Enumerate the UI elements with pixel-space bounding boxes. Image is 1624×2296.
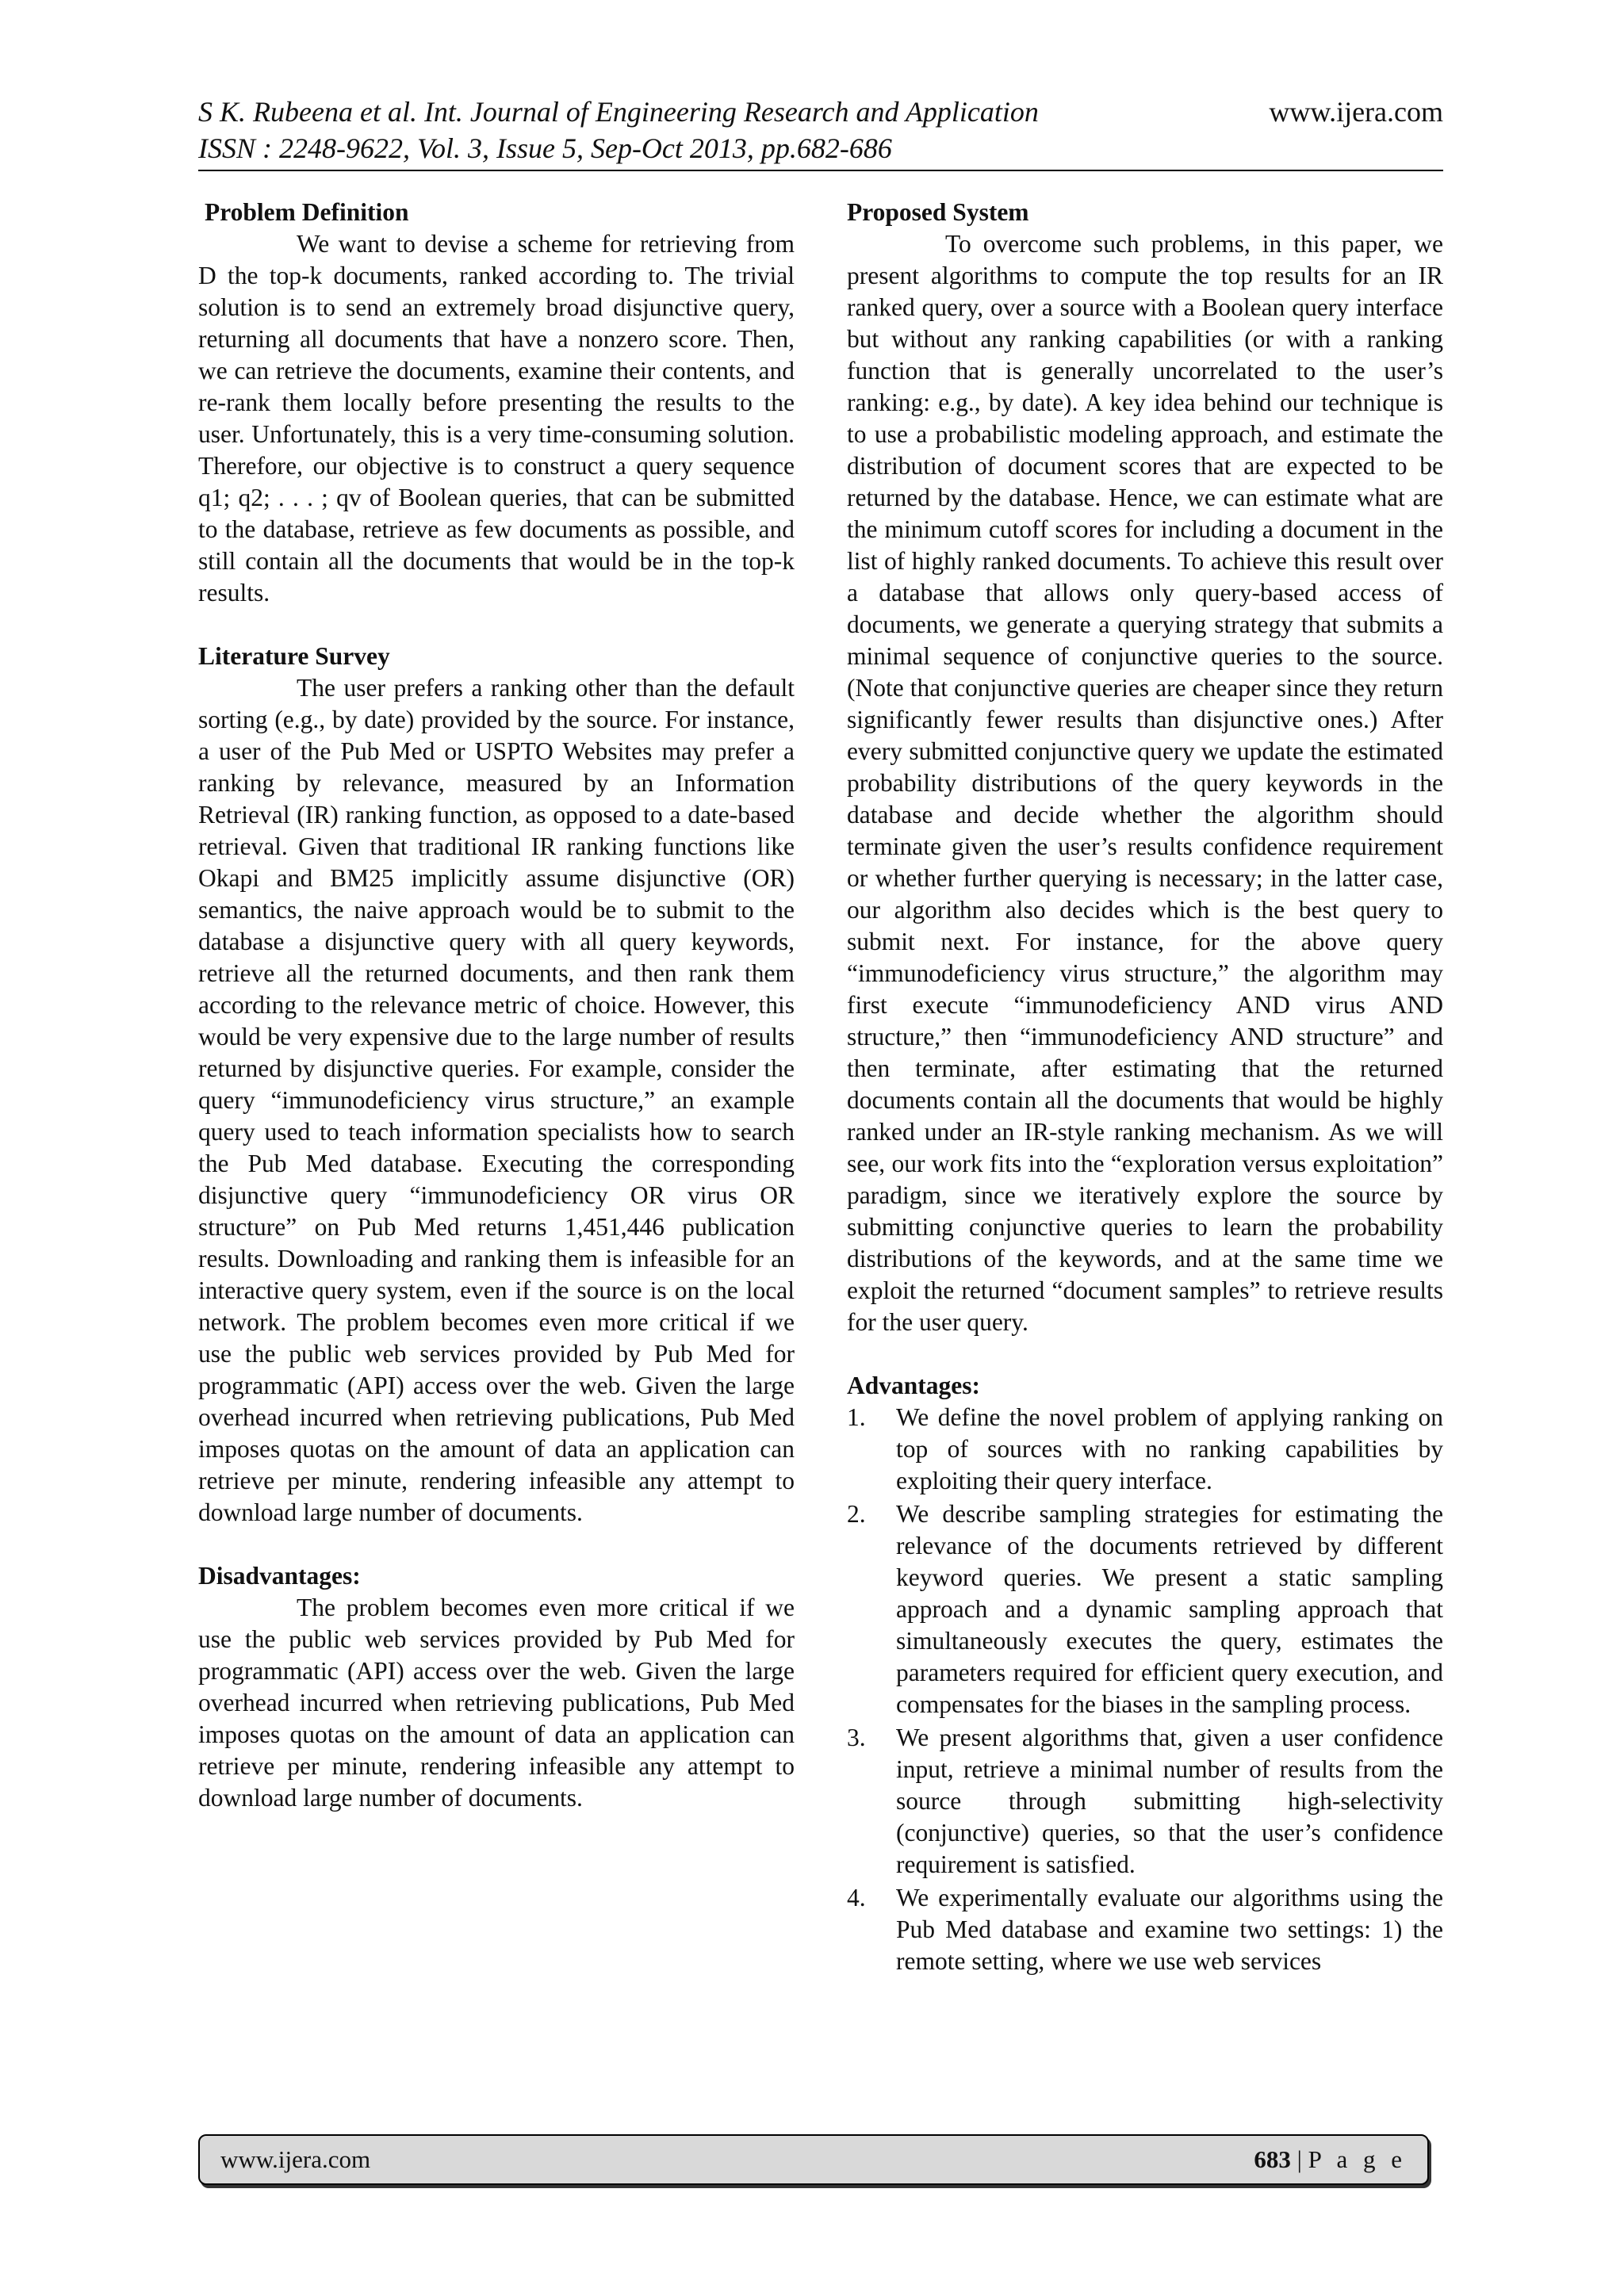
page-footer (198, 2134, 1429, 2185)
literature-survey-heading: Literature Survey (198, 642, 390, 670)
page-header (198, 94, 1443, 166)
list-item-text: We define the novel problem of applying ranking on top of sources with no ranking capabilities by exploiting their query interface. (896, 1403, 1443, 1494)
list-item-number: 4. (847, 1884, 866, 1911)
page-label: P a g e (1308, 2145, 1407, 2173)
header-divider (198, 170, 1443, 171)
page-number: 683 (1254, 2145, 1291, 2173)
list-item (847, 1402, 1443, 1497)
problem-definition-section (198, 197, 795, 609)
literature-survey-section (198, 641, 795, 1529)
list-item (847, 1498, 1443, 1720)
list-item-number: 1. (847, 1403, 866, 1431)
page-indicator (1254, 2145, 1407, 2174)
footer-website-link[interactable]: www.ijera.com (220, 2145, 371, 2173)
advantages-list (847, 1402, 1443, 1977)
header-line-1 (198, 94, 1443, 130)
section-gap (198, 609, 795, 641)
problem-definition-text: We want to devise a scheme for retrieving from D the top-k documents, ranked according to. The trivial solution is to send an extremely broad disjunctive query, returning all documents that have a nonzero score. Then, we can retrieve the documents, examine their contents, and re-rank them locally before presenting the results to the user. Unfortunately, this is a very time-consuming solution. Therefore, our objective is to construct a query sequence q1; q2; . . . ; qv of Boolean queries, that can be submitted to the database, retrieve as few documents as possible, and still contain all the documents that would be in the top-k results. (198, 230, 795, 607)
list-item-number: 2. (847, 1500, 866, 1528)
disadvantages-section (198, 1560, 795, 1814)
disadvantages-text: The problem becomes even more critical if we use the public web services provided by Pub Med for programmatic (API) access over the web. Given the large overhead incurred when retrieving publications, Pub Med imposes quotas on the amount of data an application can retrieve per minute, rendering infeasible any attempt to download large number of documents. (198, 1594, 795, 1812)
page-separator: | (1297, 2145, 1302, 2173)
list-item (847, 1882, 1443, 1977)
proposed-system-text: To overcome such problems, in this paper, we present algorithms to compute the top results for an IR ranked query, over a source with a Boolean query interface but without any ranking capabilities (or with a ranking function that is generally uncorrelated to the user’s ranking: e.g., by date). A key idea behind our technique is to use a probabilistic modeling approach, and estimate the distribution of document scores that are expected to be returned by the database. Hence, we can estimate what are the minimum cutoff scores for including a document in the list of highly ranked documents. To achieve this result over a database that allows only query-based access of documents, we generate a querying strategy that submits a minimal sequence of conjunctive queries to the source. (Note that conjunctive queries are cheaper since they return significantly fewer results than disjunctive ones.) After every submitted conjunctive query we update the estimated probability distributions of the query keywords in the database and decide whether the algorithm should terminate given the user’s results confidence requirement or whether further querying is necessary; in the latter case, our algorithm also decides which is the best query to submit next. For instance, for the above query “immunodeficiency virus structure,” the algorithm may first execute “immunodeficiency AND virus AND structure,” then “immunodeficiency AND structure” and then terminate, after estimating that the returned documents contain all the documents that would be highly ranked under an IR-style ranking mechanism. As we will see, our work fits into the “exploration versus exploitation” paradigm, since we iteratively explore the source by submitting conjunctive queries to learn the probability distributions of the keywords, and at the same time we exploit the returned “document samples” to retrieve results for the user query. (847, 230, 1443, 1336)
problem-definition-heading: Problem Definition (205, 198, 409, 226)
section-gap (847, 1338, 1443, 1370)
proposed-system-heading: Proposed System (847, 198, 1029, 226)
list-item-text: We describe sampling strategies for estimating the relevance of the documents retrieved by different keyword queries. We present a static sampling approach and a dynamic sampling approach that simultaneously executes the query, estimates the parameters required for efficient query execution, and compensates for the biases in the sampling process. (896, 1500, 1443, 1718)
right-column (847, 197, 1443, 1979)
disadvantages-heading: Disadvantages: (198, 1562, 361, 1590)
issn-line: ISSN : 2248-9622, Vol. 3, Issue 5, Sep-Oct 2013, pp.682-686 (198, 132, 892, 164)
list-item-text: We present algorithms that, given a user confidence input, retrieve a minimal number of results from the source through submitting high-selectivity (conjunctive) queries, so that the user’s confidence requirement is satisfied. (896, 1724, 1443, 1878)
section-gap (198, 1529, 795, 1560)
proposed-system-section (847, 197, 1443, 1338)
advantages-heading: Advantages: (847, 1372, 981, 1399)
list-item (847, 1722, 1443, 1881)
header-website-link[interactable]: www.ijera.com (1269, 96, 1443, 128)
advantages-section (847, 1370, 1443, 1977)
journal-citation: S K. Rubeena et al. Int. Journal of Engineering Research and Application (198, 96, 1039, 128)
list-item-text: We experimentally evaluate our algorithms using the Pub Med database and examine two settings: 1) the remote setting, where we use web services (896, 1884, 1443, 1975)
left-column (198, 197, 795, 1814)
literature-survey-text: The user prefers a ranking other than the default sorting (e.g., by date) provided by the source. For instance, a user of the Pub Med or USPTO Websites may prefer a ranking by relevance, measured by an Information Retrieval (IR) ranking function, as opposed to a date-based retrieval. Given that traditional IR ranking functions like Okapi and BM25 implicitly assume disjunctive (OR) semantics, the naive approach would be to submit to the database a disjunctive query with all query keywords, retrieve all the returned documents, and then rank them according to the relevance metric of choice. However, this would be very expensive due to the large number of results returned by disjunctive queries. For example, consider the query “immunodeficiency virus structure,” an example query used to teach information specialists how to search the Pub Med database. Executing the corresponding disjunctive query “immunodeficiency OR virus OR structure” on Pub Med returns 1,451,446 publication results. Downloading and ranking them is infeasible for an interactive query system, even if the source is on the local network. The problem becomes even more critical if we use the public web services provided by Pub Med for programmatic (API) access over the web. Given the large overhead incurred when retrieving publications, Pub Med imposes quotas on the amount of data an application can retrieve per minute, rendering infeasible any attempt to download large number of documents. (198, 674, 795, 1526)
list-item-number: 3. (847, 1724, 866, 1751)
